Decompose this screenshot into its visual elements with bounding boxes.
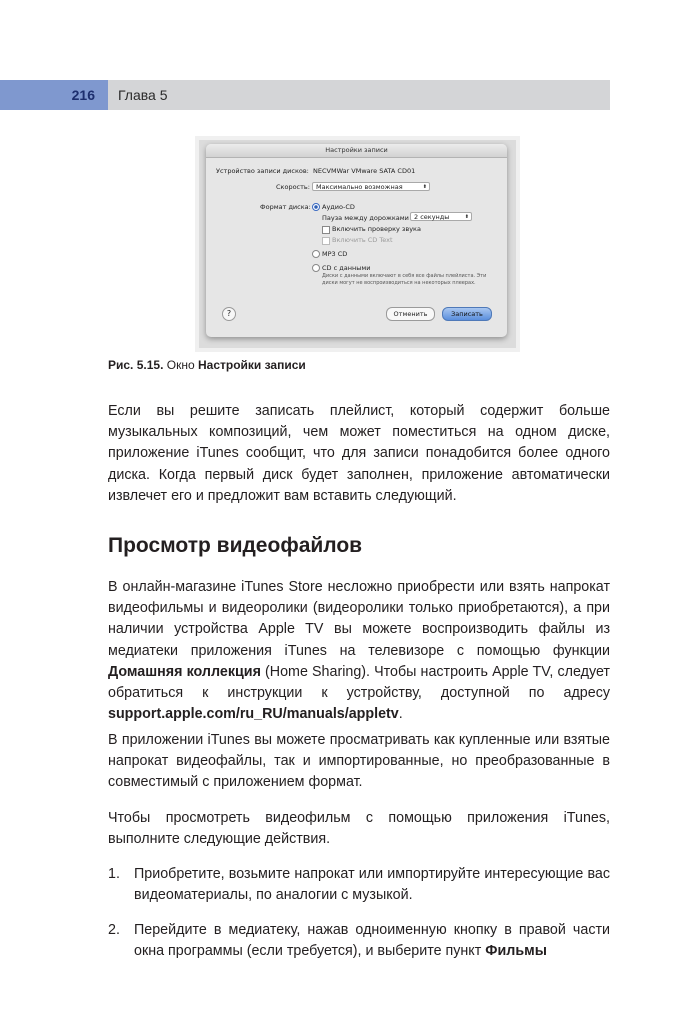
films-term: Фильмы <box>485 943 547 960</box>
para2-text-3: . <box>398 706 403 723</box>
audio-cd-label: Аудио-CD <box>322 203 355 211</box>
select-arrows-icon: ⬍ <box>422 184 427 190</box>
speed-label: Скорость: <box>276 183 310 191</box>
device-value: NECVMWar VMware SATA CD01 <box>313 167 416 175</box>
page-number: 216 <box>0 80 108 110</box>
data-cd-label: CD с данными <box>322 264 371 272</box>
caption-number: Рис. 5.15. <box>108 358 164 372</box>
mp3-cd-radio[interactable] <box>312 250 320 258</box>
dialog-title: Настройки записи <box>206 144 507 158</box>
device-label: Устройство записи дисков: <box>216 167 309 175</box>
mp3-cd-label: MP3 CD <box>322 250 348 258</box>
select-arrows-icon: ⬍ <box>464 214 469 220</box>
speed-select-value: Максимально возможная <box>316 183 403 191</box>
chapter-title: Глава 5 <box>118 87 168 103</box>
paragraph-view-video: В приложении iTunes вы можете просматривать как купленные или взятые напрокат видеофайлы, так и импортированные, но преобразованные в совместимый с приложением формат. <box>108 732 610 791</box>
para2-text-1: В онлайн-магазине iTunes Store несложно приобрести или взять напрокат видеофильмы и видеоролики (видеоролики только приобретаются), а при наличии устройства Apple TV вы можете воспроизводить файлы из медиатеки приложения iTunes на телевизоре с помощью функции <box>108 579 610 659</box>
list-item <box>108 920 610 962</box>
data-cd-note-line1: Диски с данными включают в себя все файлы плейлиста. Эти <box>322 273 487 279</box>
sound-check-checkbox[interactable] <box>322 226 330 234</box>
cancel-button[interactable]: Отменить <box>386 307 435 321</box>
list-number: 1. <box>108 866 120 882</box>
audio-cd-radio[interactable] <box>312 203 320 211</box>
gap-select-value: 2 секунды <box>414 213 450 221</box>
caption-bold: Настройки записи <box>197 358 306 372</box>
home-sharing-term: Домашняя коллекция <box>108 663 261 680</box>
section-heading: Просмотр видеофайлов <box>108 534 363 557</box>
list-item <box>108 864 610 906</box>
speed-select[interactable] <box>312 182 430 191</box>
gap-label: Пауза между дорожками <box>322 214 409 222</box>
paragraph-itunes-store <box>108 577 610 725</box>
support-url: support.apple.com/ru_RU/manuals/appletv <box>108 706 399 723</box>
paragraph-burn-multidisc: Если вы решите записать плейлист, который содержит больше музыкальных композиций, чем может поместиться на одном диске, приложение iTunes сообщит, что для записи понадобится более одного диска. Когда первый диск будет заполнен, приложение автоматически извлечет его и предложит вам вставить следующий. <box>108 403 610 504</box>
caption-text: Окно <box>163 358 198 372</box>
sound-check-label: Включить проверку звука <box>332 225 421 233</box>
gap-select[interactable] <box>410 212 472 221</box>
cd-text-label: Включить CD Text <box>332 236 393 244</box>
cd-text-checkbox[interactable] <box>322 237 330 245</box>
figure-caption <box>108 358 306 372</box>
burn-button[interactable]: Записать <box>442 307 492 321</box>
burn-settings-dialog <box>206 144 507 337</box>
list-text-part: Перейдите в медиатеку, нажав одноименную кнопку в правой части окна программы (если требуется), и выберите пункт <box>134 922 610 960</box>
list-number: 2. <box>108 922 120 938</box>
help-button[interactable]: ? <box>222 307 236 321</box>
para2-text-2: (Home Sharing). Чтобы настроить Apple TV, следует обратиться к инструкции к устройству, доступной по адресу <box>108 663 610 702</box>
format-label: Формат диска: <box>260 203 311 211</box>
paragraph-steps-intro: Чтобы просмотреть видеофильм с помощью приложения iTunes, выполните следующие действия. <box>108 810 610 848</box>
data-cd-radio[interactable] <box>312 264 320 272</box>
list-text <box>134 920 610 962</box>
list-text: Приобретите, возьмите напрокат или импортируйте интересующие вас видеоматериалы, по аналогии с музыкой. <box>134 866 610 904</box>
data-cd-note-line2: диски могут не воспроизводиться на некоторых плеерах. <box>322 280 476 286</box>
